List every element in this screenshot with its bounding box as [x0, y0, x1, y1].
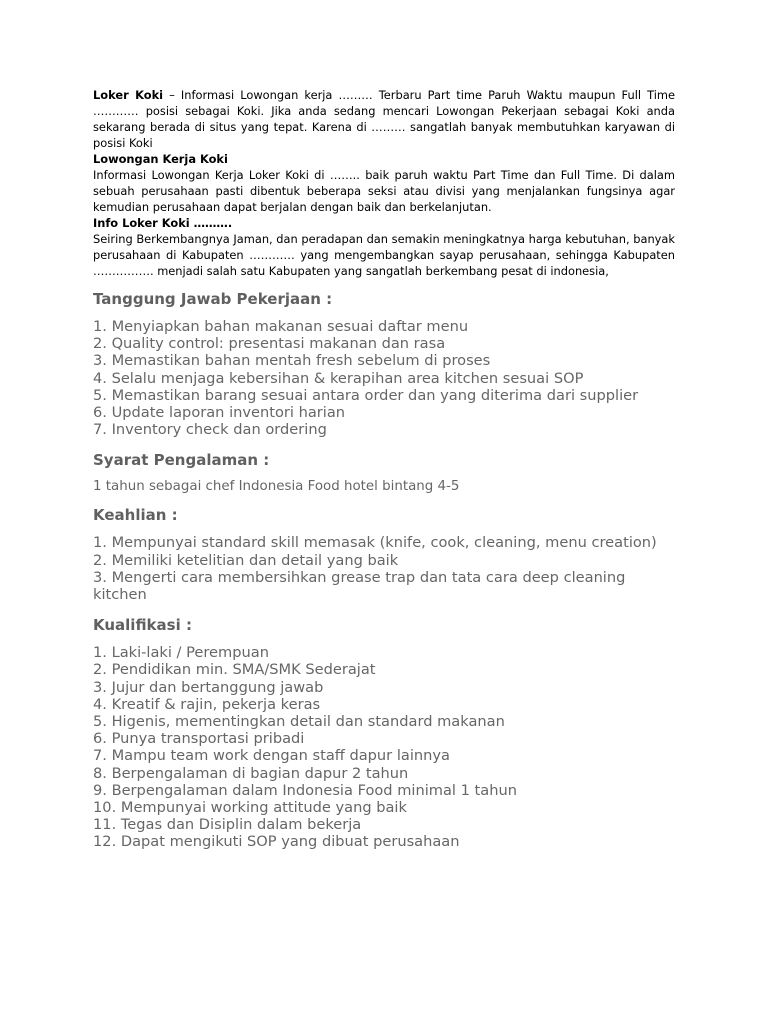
list-item: 10. Mempunyai working attitude yang baik	[93, 799, 407, 817]
list-item: 12. Dapat mengikuti SOP yang dibuat perusahaan	[93, 833, 460, 851]
list-item: 4. Kreatif & rajin, pekerja keras	[93, 695, 321, 713]
list-item: 1. Menyiapkan bahan makanan sesuai daftar menu	[93, 318, 469, 335]
list-kualifikasi	[93, 644, 675, 850]
list-item: 7. Inventory check dan ordering	[93, 421, 327, 439]
section-title-keahlian: Keahlian :	[93, 506, 178, 525]
list-tanggung-jawab	[93, 318, 675, 438]
section-title-kualifikasi: Kualifikasi :	[93, 616, 192, 635]
list-item: 6. Update laporan inventori harian	[93, 404, 346, 422]
list-item: 11. Tegas dan Disiplin dalam bekerja	[93, 816, 362, 834]
intro-paragraph-2: Informasi Lowongan Kerja Loker Koki di …….. baik paruh waktu Part Time dan Full Time. Di dalam sebuah perusahaan pasti dibentuk beberapa seksi atau divisi yang menjalankan fungsinya agar kemudian perusahaan dapat berjalan dengan baik dan berkelanjutan.	[93, 168, 675, 214]
intro-title: Loker Koki	[93, 88, 164, 102]
subheading-info: Info Loker Koki ……….	[93, 216, 233, 230]
section-title-syarat-pengalaman: Syarat Pengalaman :	[93, 451, 270, 470]
list-item: 1. Mempunyai standard skill memasak (knife, cook, cleaning, menu creation)	[93, 534, 657, 552]
intro-paragraph-3: Seiring Berkembangnya Jaman, dan peradapan dan semakin meningkatnya harga kebutuhan, banyak perusahaan di Kabupaten ………… yang mengembangkan sayap perusahaan, sehingga Kabupaten ……………. menjadi salah satu Kabupaten yang sangatlah berkembang pesat di indonesia,	[93, 232, 675, 278]
list-item: 1. Laki-laki / Perempuan	[93, 644, 269, 662]
list-item: 3. Memastikan bahan mentah fresh sebelum di proses	[93, 352, 491, 370]
subheading-lowongan: Lowongan Kerja Koki	[93, 152, 228, 166]
list-item: 4. Selalu menjaga kebersihan & kerapihan area kitchen sesuai SOP	[93, 369, 584, 387]
list-item: 2. Quality control: presentasi makanan dan rasa	[93, 335, 446, 353]
list-keahlian	[93, 534, 675, 603]
list-item: 3. Mengerti cara membersihkan grease trap dan tata cara deep cleaning kitchen	[93, 568, 626, 604]
intro-paragraph-1	[93, 87, 675, 151]
list-item: 9. Berpengalaman dalam Indonesia Food minimal 1 tahun	[93, 781, 517, 799]
section-title-tanggung-jawab: Tanggung Jawab Pekerjaan :	[93, 290, 333, 308]
intro-section	[93, 87, 675, 279]
list-item: 2. Memiliki ketelitian dan detail yang baik	[93, 551, 399, 569]
list-item: 3. Jujur dan bertanggung jawab	[93, 678, 324, 696]
list-item: 2. Pendidikan min. SMA/SMK Sederajat	[93, 661, 376, 679]
list-item: 5. Higenis, mementingkan detail dan standard makanan	[93, 713, 505, 731]
syarat-pengalaman-text: 1 tahun sebagai chef Indonesia Food hotel bintang 4-5	[93, 479, 460, 495]
list-item: 7. Mampu team work dengan staff dapur lainnya	[93, 747, 450, 765]
list-item: 8. Berpengalaman di bagian dapur 2 tahun	[93, 764, 409, 782]
intro-paragraph-1-text: – Informasi Lowongan kerja ……… Terbaru Part time Paruh Waktu maupun Full Time ………… posisi sebagai Koki. Jika anda sedang mencari Lowongan Pekerjaan sebagai Koki anda sekarang berada di situs yang tepat. Karena di ……… sangatlah banyak membutuhkan karyawan di posisi Koki	[93, 88, 675, 150]
list-item: 5. Memastikan barang sesuai antara order dan yang diterima dari supplier	[93, 386, 639, 404]
list-item: 6. Punya transportasi pribadi	[93, 730, 305, 748]
